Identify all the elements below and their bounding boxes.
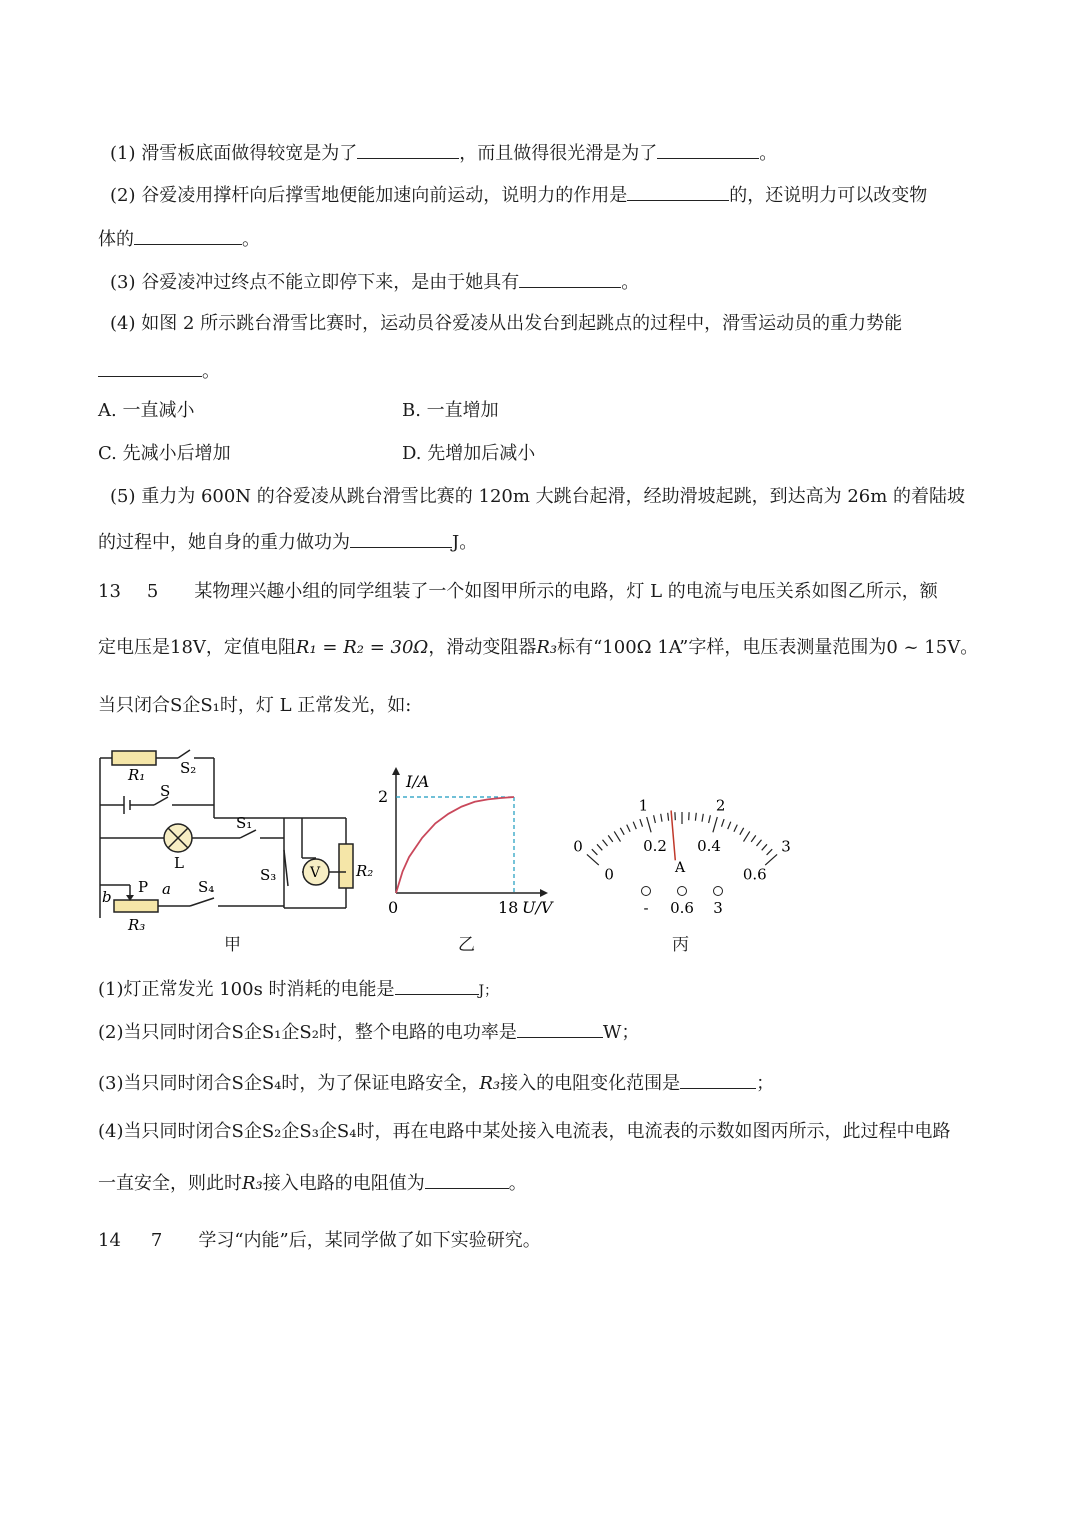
x-axis-label: U/V [522, 898, 553, 917]
q12-part2-line2: 体的 。 [98, 226, 260, 252]
answer-blank[interactable] [627, 182, 729, 201]
ammeter-tick [633, 822, 636, 829]
y-axis-label: I/A [406, 772, 430, 791]
ammeter-tick [757, 840, 762, 846]
figure-label-jia: 甲 [224, 935, 241, 955]
question-number: 13 [98, 581, 121, 602]
label-l: L [174, 854, 184, 872]
ammeter-tick [728, 822, 731, 829]
option-a[interactable]: A. 一直减小 [98, 400, 195, 421]
circuit-diagram [90, 740, 374, 940]
ammeter-tick [647, 817, 651, 832]
q12-part5-line2: 的过程中，她自身的重力做功为 J。 [98, 529, 477, 555]
ammeter-tick [744, 831, 750, 841]
ammeter-dial [560, 765, 810, 925]
q13-header: 13 5 某物理兴趣小组的同学组装了一个如图甲所示的电路，灯 L 的电流与电压关系如图乙所示，额 [98, 581, 938, 602]
ammeter-tick [722, 819, 725, 827]
q12-part2-line1: (2) 谷爱凌用撑杆向后撑雪地便能加速向前运动，说明力的作用是 的，还说明力可以改变物 [110, 182, 927, 208]
ammeter-upper-scale-label: 3 [781, 837, 791, 856]
answer-blank[interactable] [657, 140, 759, 159]
q12-part4: (4) 如图 2 所示跳台滑雪比赛时，运动员谷爱凌从出发台到起跳点的过程中，滑雪运动员的重力势能 [110, 313, 903, 334]
ammeter-tick [627, 825, 630, 832]
ammeter-tick [734, 825, 737, 832]
ammeter-tick [654, 815, 656, 823]
ammeter-upper-scale-label: 0 [573, 837, 583, 856]
q14-header: 14 7 学习“内能”后，某同学做了如下实验研究。 [98, 1230, 541, 1251]
ammeter-tick [597, 844, 602, 850]
question-score: 5 [146, 581, 159, 602]
ammeter-tick [762, 844, 767, 850]
q13-sub1: (1)灯正常发光 100s 时消耗的电能是 J； [98, 976, 498, 1003]
terminal-3: 3 [713, 899, 723, 917]
q13-sub4-line2: 一直安全，则此时R₃接入电路的电阻值为 。 [98, 1170, 527, 1196]
q12-part4-answer: 。 [98, 358, 220, 384]
answer-blank[interactable] [425, 1170, 509, 1189]
label-v: V [310, 865, 321, 881]
label-s3: S₃ [260, 866, 277, 884]
iu-curve [396, 797, 514, 893]
label-b: b [102, 888, 112, 906]
ammeter-tick [592, 849, 598, 855]
question-number: 14 [98, 1230, 121, 1251]
answer-blank[interactable] [517, 1019, 603, 1038]
answer-blank[interactable] [680, 1070, 756, 1089]
label-s4: S₄ [198, 878, 215, 896]
ammeter-tick [709, 815, 711, 823]
ammeter-lower-scale-label: 0.2 [643, 836, 667, 855]
ammeter-lower-scale-label: 0 [604, 865, 614, 884]
option-b[interactable]: B. 一直增加 [402, 400, 499, 421]
x-tick-18: 18 [498, 898, 519, 917]
label-p: P [138, 878, 149, 896]
answer-blank[interactable] [357, 140, 459, 159]
ammeter-upper-scale-label: 1 [638, 796, 649, 815]
q13-line3: 当只闭合S企S₁时，灯 L 正常发光，如: [98, 695, 412, 716]
answer-blank[interactable] [519, 269, 621, 288]
ammeter-tick [695, 813, 696, 821]
label-s: S [160, 782, 171, 800]
q13-sub3: (3)当只同时闭合S企S₄时，为了保证电路安全，R₃接入的电阻变化范围是 ； [98, 1070, 774, 1096]
ammeter-tick [751, 835, 756, 842]
iu-graph [370, 765, 570, 925]
ammeter-tick [765, 854, 777, 865]
terminal-negative: - [643, 899, 649, 917]
ammeter-tick [587, 854, 599, 865]
ammeter-upper-scale-label: 2 [715, 796, 726, 815]
label-r1: R₁ [128, 766, 146, 784]
ammeter-tick [620, 828, 624, 835]
ammeter-unit: A [674, 860, 686, 876]
ammeter-tick [640, 819, 643, 827]
ammeter-lower-scale-label: 0.4 [697, 836, 721, 855]
terminal-0-6: 0.6 [670, 899, 694, 917]
figure-label-yi: 乙 [458, 935, 475, 955]
ammeter-tick [702, 814, 703, 822]
option-d[interactable]: D. 先增加后减小 [402, 443, 536, 464]
q12-part1: (1) 滑雪板底面做得较宽是为了 ，而且做得很光滑是为了 。 [110, 140, 777, 166]
label-s1: S₁ [236, 814, 253, 832]
option-c[interactable]: C. 先减小后增加 [98, 443, 231, 464]
ammeter-tick [767, 849, 773, 855]
q12-part3: (3) 谷爱凌冲过终点不能立即停下来，是由于她具有 。 [110, 269, 639, 295]
ammeter-tick [603, 840, 608, 846]
answer-blank[interactable] [350, 529, 452, 548]
ammeter-lower-scale-label: 0.6 [742, 865, 767, 884]
ammeter-tick [740, 828, 744, 835]
y-tick-2: 2 [378, 787, 389, 806]
q13-sub4-line1: (4)当只同时闭合S企S₂企S₃企S₄时，再在电路中某处接入电流表，电流表的示数如图丙所示，此过程中电路 [98, 1121, 951, 1142]
answer-blank[interactable] [395, 976, 479, 995]
x-tick-0: 0 [388, 898, 399, 917]
q13-sub2: (2)当只同时闭合S企S₁企S₂时，整个电路的电功率是 W； [98, 1019, 639, 1045]
question-score: 7 [150, 1230, 163, 1251]
figure-label-bing: 丙 [672, 935, 689, 955]
ammeter-tick [713, 817, 717, 832]
ammeter-tick [614, 831, 620, 841]
label-r3: R₃ [128, 916, 146, 934]
q13-line2: 定电压是18V，定值电阻R₁ = R₂ = 30Ω，滑动变阻器R₃标有“100Ω 1A”字样，电压表测量范围为0 ~ 15V。 [98, 637, 979, 658]
ammeter-tick [608, 835, 613, 842]
label-s2: S₂ [180, 759, 197, 777]
label-r2: R₂ [356, 862, 374, 880]
ammeter-tick [668, 813, 669, 821]
ammeter-tick [661, 814, 662, 822]
answer-blank[interactable] [134, 226, 242, 245]
q12-part5-line1: (5) 重力为 600N 的谷爱凌从跳台滑雪比赛的 120m 大跳台起滑，经助滑坡起跳，到达高为 26m 的着陆坡 [110, 486, 966, 507]
label-a: a [162, 880, 171, 898]
answer-blank[interactable] [98, 358, 202, 377]
